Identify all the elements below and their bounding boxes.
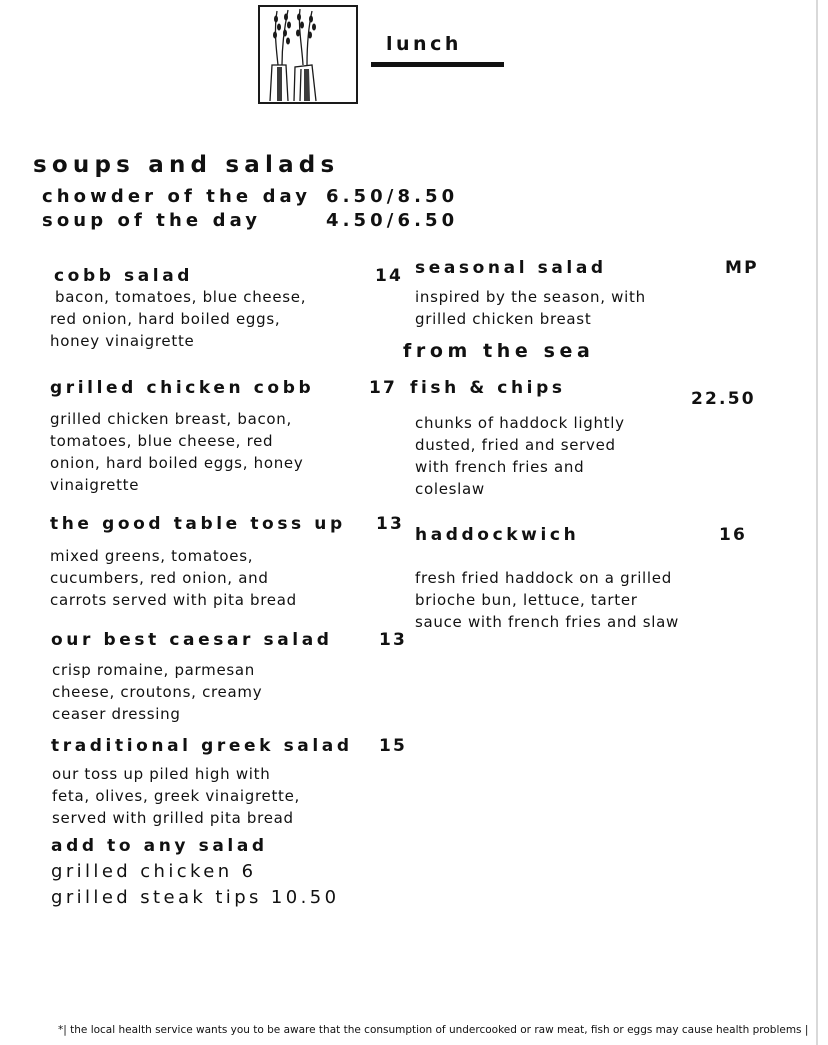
menu-item-name: haddockwich [415,525,580,545]
menu-item-name: fish & chips [410,378,566,398]
section-heading-soups-and-salads: soups and salads [33,152,340,178]
menu-item-description: bacon, tomatoes, blue cheese, [55,288,307,306]
menu-item-description: honey vinaigrette [50,332,195,350]
menu-item-description: cucumbers, red onion, and [50,569,269,587]
section-heading-from-the-sea: from the sea [403,340,595,362]
menu-item-name: the good table toss up [50,514,346,534]
menu-item-name: cobb salad [54,266,194,286]
menu-item-price: 16 [719,525,748,545]
menu-item-description: inspired by the season, with [415,288,646,306]
menu-item-description: tomatoes, blue cheese, red [50,432,274,450]
menu-item-description: cheese, croutons, creamy [52,683,263,701]
menu-item-description: coleslaw [415,480,485,498]
menu-item-price: 13 [376,514,405,534]
menu-item-price: 13 [379,630,408,650]
menu-item-description: red onion, hard boiled eggs, [50,310,281,328]
menu-item-description: mixed greens, tomatoes, [50,547,254,565]
menu-item-description: grilled chicken breast [415,310,592,328]
menu-item-description: grilled chicken breast, bacon, [50,410,292,428]
menu-item-description: served with grilled pita bread [52,809,294,827]
menu-item-name: traditional greek salad [51,736,353,756]
menu-item-description: crisp romaine, parmesan [52,661,256,679]
soup-name: chowder of the day [42,186,312,207]
menu-item-price: 15 [379,736,408,756]
menu-item-price: MP [725,258,759,278]
menu-item-description: dusted, fried and served [415,436,616,454]
menu-item-description: sauce with french fries and slaw [415,613,679,631]
menu-item-description: our toss up piled high with [52,765,271,783]
menu-item-description: carrots served with pita bread [50,591,297,609]
menu-item-description: with french fries and [415,458,585,476]
soup-price: 4.50/6.50 [326,210,459,231]
menu-item-description: chunks of haddock lightly [415,414,625,432]
menu-item-name: grilled chicken cobb [50,378,315,398]
wheat-stalks-in-vases-logo-icon [258,5,358,104]
menu-item-name: our best caesar salad [51,630,333,650]
menu-item-description: brioche bun, lettuce, tarter [415,591,638,609]
menu-item-price: 22.50 [691,389,756,409]
menu-item-price: 14 [375,266,404,286]
page-edge-shadow [816,0,818,1045]
menu-item-description: vinaigrette [50,476,140,494]
menu-item-description: ceaser dressing [52,705,181,723]
menu-item-name: seasonal salad [415,258,607,278]
add-on-heading: add to any salad [51,836,268,856]
title-underline [371,62,504,67]
menu-item-description: onion, hard boiled eggs, honey [50,454,304,472]
health-notice: *| the local health service wants you to be aware that the consumption of undercooked or raw meat, fish or eggs may cause health problems | [58,1024,809,1036]
soup-name: soup of the day [42,210,262,231]
page-title: lunch [386,33,462,55]
menu-item-price: 17 [369,378,398,398]
menu-item-description: fresh fried haddock on a grilled [415,569,672,587]
soup-price: 6.50/8.50 [326,186,459,207]
menu-item-description: feta, olives, greek vinaigrette, [52,787,301,805]
add-on-item: grilled steak tips 10.50 [51,887,340,908]
add-on-item: grilled chicken 6 [51,861,257,882]
